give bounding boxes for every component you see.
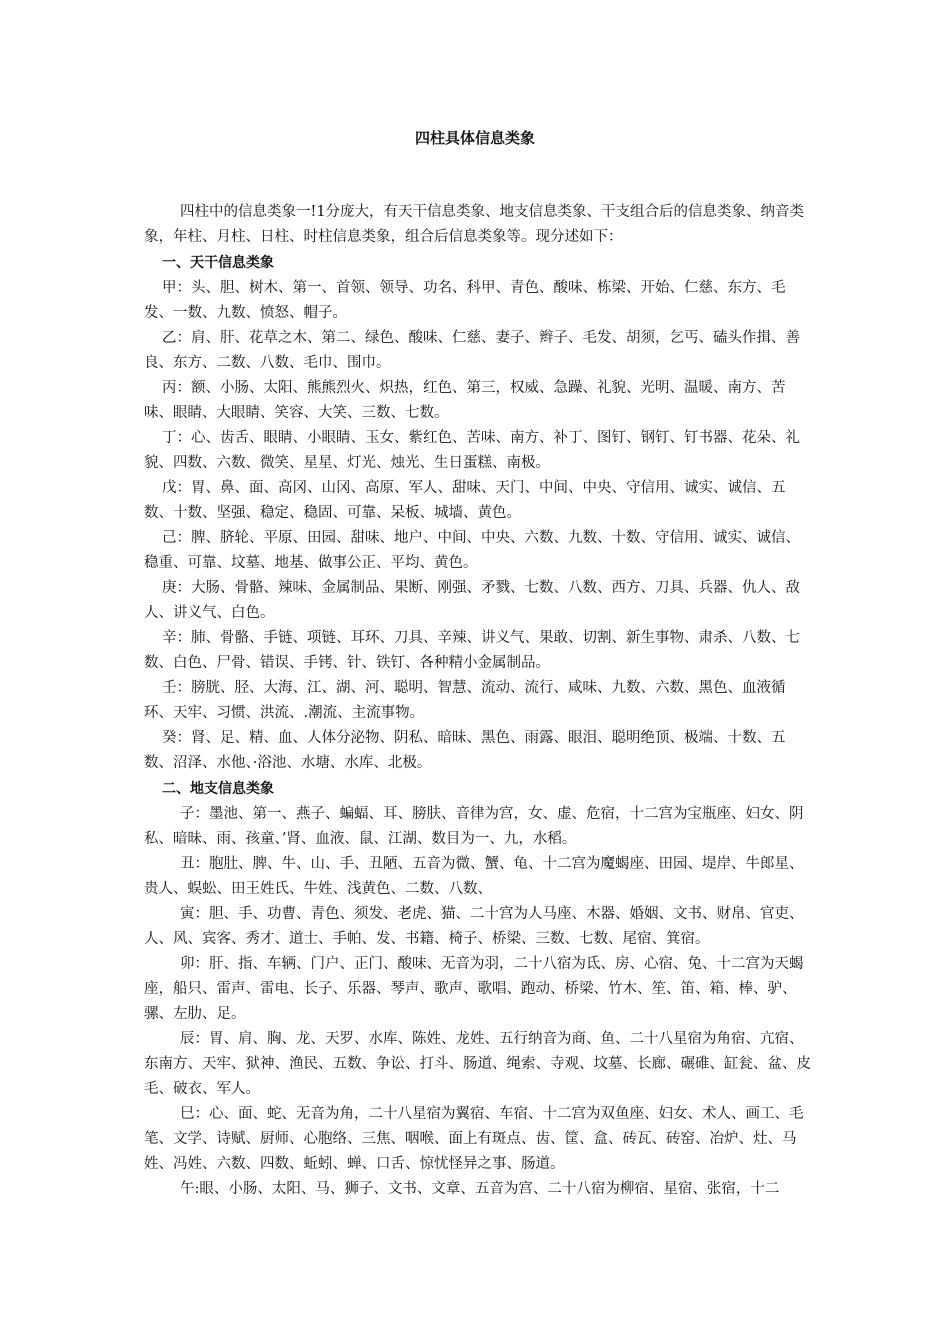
stem-item-wu: 戊：胃、鼻、面、高冈、山冈、高原、军人、甜味、天门、中间、中央、守信用、诚实、诚信、五数、十数、坚强、稳定、稳固、可靠、呆板、城墙、黄色。 xyxy=(144,480,786,521)
section-heading-heavenly-stems: 一、天干信息类象 xyxy=(162,255,274,271)
branch-item-zi: 子：墨池、第一、燕子、蝙蝠、耳、膀肤、音律为宫，女、虚、危宿，十二宫为宝瓶座、妇女、阴私、暗昧、雨、孩童、’肾、血液、鼠、江湖、数目为一、九，水稻。 xyxy=(144,806,804,847)
stem-item-geng: 庚：大肠、骨骼、辣味、金属制品、果断、刚强、矛戮、七数、八数、西方、刀具、兵器、仇人、敌人、讲义气、白色。 xyxy=(144,580,800,621)
stem-item-bing: 丙：额、小肠、太阳、熊熊烈火、炽热，红色、第三，权威、急躁、礼貌、光明、温暖、南方、苦味、眼睛、大眼睛、笑容、大笑、三数、七数。 xyxy=(144,380,786,421)
page-title: 四柱具体信息类象 xyxy=(414,129,535,147)
branch-item-chen: 辰：胃、肩、胸、龙、天罗、水库、陈姓、龙姓、五行纳音为商、鱼、二十八星宿为角宿、亢宿、东南方、天牢、狱神、渔民、五数、争讼、打斗、肠道、绳索、寺观、坟墓、长廊、碾碓、缸瓮、盆、皮毛、破衣、军人。 xyxy=(144,1031,811,1097)
stem-item-ren: 壬：膀胱、胫、大海、江、湖、河、聪明、智慧、流动、流行、咸味、九数、六数、黑色、血液循环、天牢、习惯、洪流、.潮流、主流事物。 xyxy=(144,680,786,721)
branch-item-chou: 丑：胞肚、脾、牛、山、手、丑陋、五音为微、蟹、龟、十二宫为魔蝎座、田园、堤岸、牛郎星、贵人、蜈蚣、田王姓氏、牛姓、浅黄色、二数、八数、 xyxy=(144,856,804,897)
branch-item-si: 巳：心、面、蛇、无音为角，二十八星宿为翼宿、车宿、十二宫为双鱼座、妇女、术人、画工、毛笔、文学、诗赋、厨师、心胞络、三焦、咽喉、面上有斑点、齿、筐、盒、砖瓦、砖窑、冶炉、灶、马姓、冯姓、六数、四数、蚯蚓、蝉、口舌、惊忧怪异之事、肠道。 xyxy=(144,1106,804,1172)
document-body xyxy=(144,200,814,1202)
stem-item-yi: 乙：肩、肝、花草之木、第二、绿色、酸味、仁慈、妻子、辫子、毛发、胡须，乞丐、磕头作揖、善良、东方、二数、八数、毛巾、围巾。 xyxy=(144,330,800,371)
section-heading-earthly-branches: 二、地支信息类象 xyxy=(162,781,274,797)
branch-item-mao: 卯：肝、指、车辆、门户、正门、酸味、无音为羽，二十八宿为氐、房、心宿、兔、十二宫为天蝎座，船只、雷声、雷电、长子、乐器、琴声、歌声、歌唱、跑动、桥梁、竹木、笙、笛、箱、棒、驴、骡、左肋、足。 xyxy=(144,956,804,1022)
branch-item-wu: 午:眼、小肠、太阳、马、狮子、文书、文章、五音为宫、二十八宿为柳宿、星宿、张宿，十二 xyxy=(180,1181,780,1197)
stem-item-jia: 甲：头、胆、树木、第一、首领、领导、功名、科甲、青色、酸味、栋梁、开始、仁慈、东方、毛发、一数、九数、愤怒、帽子。 xyxy=(144,280,786,321)
stem-item-ji: 己：脾、脐轮、平原、田园、甜味、地户、中间、中央、六数、九数、十数、守信用、诚实、诚信、稳重、可靠、坟墓、地基、做事公正、平均、黄色。 xyxy=(144,530,800,571)
branch-item-yin: 寅：胆、手、功曹、青色、须发、老虎、猫、二十宫为人马座、木器、婚姻、文书、财帛、官吏、人、风、宾客、秀才、道士、手帕、发、书籍、椅子、桥梁、三数、七数、尾宿、箕宿。 xyxy=(144,906,804,947)
intro-paragraph: 四柱中的信息类象一!1分庞大，有天干信息类象、地支信息类象、干支组合后的信息类象、纳音类象，年柱、月柱、日柱、时柱信息类象，组合后信息类象等。现分述如下： xyxy=(144,204,805,245)
stem-item-gui: 癸：肾、足、精、血、人体分泌物、阴私、暗昧、黑色、雨露、眼泪、聪明绝顶、极端、十数、五数、沼泽、水他、·浴池、水塘、水库、北极。 xyxy=(144,730,786,771)
stem-item-ding: 丁：心、齿舌、眼睛、小眼睛、玉女、紫红色、苦味、南方、补丁、图钉、钢钉、钉书器、花朵、礼貌、四数、六数、微笑、星星、灯光、烛光、生日蛋糕、南极。 xyxy=(144,430,800,471)
stem-item-xin: 辛：肺、骨骼、手链、项链、耳环、刀具、辛辣、讲义气、果敢、切割、新生事物、肃杀、八数、七数、白色、尸骨、错误、手铐、针、铁钉、各种精小金属制品。 xyxy=(144,630,800,671)
